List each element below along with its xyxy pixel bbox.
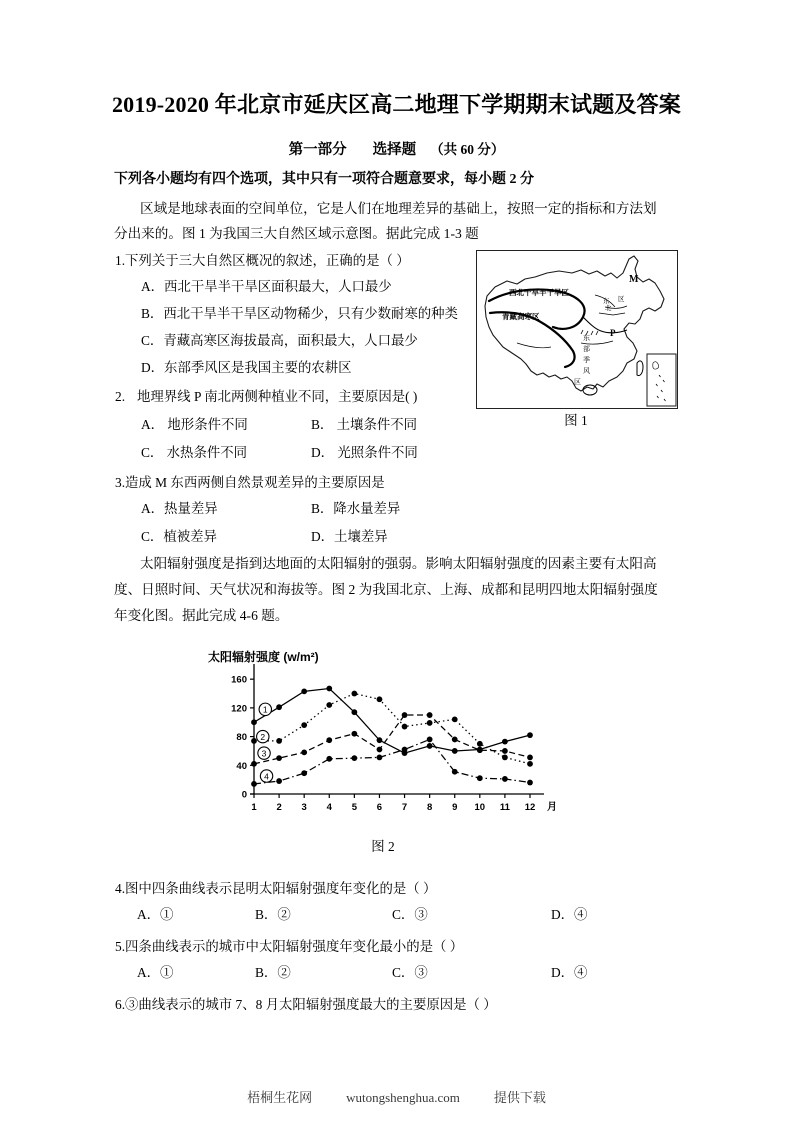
question-3-text: 造成 M 东西两侧自然景观差异的主要原因是 bbox=[125, 475, 385, 490]
chart-xtick-11: 11 bbox=[499, 802, 510, 813]
chart-series-label-1 bbox=[259, 703, 271, 715]
chart-xtick-3: 3 bbox=[301, 802, 307, 813]
chart-point-s3-m1 bbox=[251, 761, 257, 767]
figure-1-caption: 图 1 bbox=[564, 413, 588, 428]
map-label-northwest: 西北干旱半干旱区 bbox=[509, 288, 569, 297]
map-marker-p: P bbox=[610, 328, 616, 338]
chart-point-s2-m12 bbox=[527, 761, 533, 767]
chart-xtick-2: 2 bbox=[276, 802, 282, 813]
chart-point-s3-m12 bbox=[527, 755, 533, 761]
chart-point-s2-m9 bbox=[452, 716, 458, 722]
chart-xtick-6: 6 bbox=[376, 802, 383, 813]
chart-series-line-1 bbox=[254, 689, 530, 754]
svg-text:4: 4 bbox=[264, 771, 269, 782]
chart-xtick-10: 10 bbox=[474, 802, 486, 813]
chart-point-s3-m11 bbox=[502, 748, 508, 754]
chart-point-s1-m6 bbox=[377, 737, 383, 743]
passage-1-line-2: 分出来的。图 1 为我国三大自然区域示意图。据此完成 1-3 题 bbox=[114, 226, 479, 241]
svg-text:3: 3 bbox=[261, 748, 267, 759]
chart-point-s1-m3 bbox=[301, 688, 307, 694]
question-4-option-c[interactable]: C．③ bbox=[392, 907, 428, 922]
question-3-number: 3. bbox=[115, 475, 126, 490]
chart-point-s4-m9 bbox=[452, 769, 458, 775]
passage-2-line-1 bbox=[114, 551, 682, 576]
chart-point-s3-m10 bbox=[477, 747, 483, 753]
chart-series-label-3 bbox=[258, 747, 270, 759]
page-title: 2019-2020 年北京市延庆区高二地理下学期期末试题及答案 bbox=[111, 92, 682, 117]
chart-point-s1-m11 bbox=[502, 739, 508, 745]
chart-point-s3-m2 bbox=[276, 755, 282, 761]
question-4-option-b[interactable]: B．② bbox=[255, 907, 291, 922]
map-label-east-monsoon-3: 季 bbox=[583, 357, 590, 364]
question-4-stem bbox=[115, 876, 436, 901]
chart-point-s1-m4 bbox=[326, 686, 332, 692]
question-2-option-a[interactable]: A． 地形条件不同 bbox=[141, 417, 248, 432]
question-4-text: 图中四条曲线表示昆明太阳辐射强度年变化的是（ ） bbox=[125, 881, 437, 896]
chart-title-text: 太阳辐射强度 (w/m²) bbox=[208, 650, 319, 664]
chart-point-s3-m4 bbox=[326, 737, 332, 743]
chart-point-s4-m12 bbox=[527, 780, 533, 786]
question-5-option-c[interactable]: C．③ bbox=[392, 965, 428, 980]
question-5-stem bbox=[115, 934, 463, 959]
map-label-east-monsoon-4: 风 bbox=[583, 368, 590, 375]
chart-point-s1-m2 bbox=[276, 704, 282, 710]
chart-ytick-120: 120 bbox=[231, 703, 247, 715]
question-3-option-b[interactable]: B．降水量差异 bbox=[311, 501, 401, 516]
figure-1-china-regions-map bbox=[476, 250, 678, 409]
chart-ytick-160: 160 bbox=[231, 674, 247, 686]
question-1-option-b[interactable]: B．西北干旱半干旱区动物稀少，只有少数耐寒的种类 bbox=[141, 306, 458, 321]
chart-point-s3-m5 bbox=[351, 731, 357, 737]
chart-series-label-2 bbox=[257, 730, 269, 742]
chart-title bbox=[208, 648, 319, 665]
map-label-inner-3: 区 bbox=[618, 296, 625, 303]
chart-point-s4-m7 bbox=[402, 747, 408, 753]
chart-point-s2-m1 bbox=[251, 738, 257, 744]
chart-point-s2-m11 bbox=[502, 755, 508, 761]
chart-point-s4-m3 bbox=[301, 770, 307, 776]
chart-xtick-8: 8 bbox=[426, 802, 433, 813]
question-6-number: 6. bbox=[115, 997, 126, 1012]
map-label-qinghai-tibet: 青藏高寒区 bbox=[502, 312, 540, 321]
question-2-number: 2. bbox=[115, 389, 126, 404]
question-4-number: 4. bbox=[115, 881, 126, 896]
question-6-text: ③曲线表示的城市 7、8 月太阳辐射强度最大的主要原因是（ ） bbox=[125, 997, 497, 1012]
chart-xtick-4: 4 bbox=[326, 802, 332, 813]
question-2-text: 地理界线 P 南北两侧种植业不同，主要原因是( ) bbox=[137, 389, 418, 404]
question-5-option-a[interactable]: A．① bbox=[137, 965, 174, 980]
figure-2-caption: 图 2 bbox=[371, 839, 395, 854]
passage-1-text-1: 区域是地球表面的空间单位，它是人们在地理差异的基础上，按照一定的指标和方法划 bbox=[140, 201, 657, 216]
question-1-stem bbox=[115, 248, 410, 273]
chart-point-s4-m8 bbox=[427, 737, 433, 743]
question-5-option-b[interactable]: B．② bbox=[255, 965, 291, 980]
chart-point-s3-m3 bbox=[301, 749, 307, 755]
chart-point-s4-m11 bbox=[502, 776, 508, 782]
chart-point-s3-m8 bbox=[427, 712, 433, 718]
part-label: 第一部分 bbox=[288, 142, 347, 158]
chart-canvas bbox=[208, 648, 558, 833]
question-1-option-a[interactable]: A．西北干旱半干旱区面积最大，人口最少 bbox=[141, 279, 392, 294]
chart-point-s3-m6 bbox=[377, 747, 383, 753]
chart-ytick-80: 80 bbox=[236, 732, 247, 744]
map-label-inner-2: 北 bbox=[605, 305, 612, 312]
chart-xtick-7: 7 bbox=[401, 802, 408, 813]
instruction-line: 下列各小题均有四个选项，其中只有一项符合题意要求，每小题 2 分 bbox=[114, 172, 534, 187]
chart-xtick-9: 9 bbox=[452, 802, 458, 813]
part-points: （共 60 分） bbox=[430, 142, 505, 157]
question-4-option-a[interactable]: A．① bbox=[137, 907, 174, 922]
chart-point-s4-m4 bbox=[326, 756, 332, 762]
map-label-east-monsoon-5: 区 bbox=[574, 379, 581, 386]
chart-point-s4-m1 bbox=[251, 781, 257, 787]
chart-point-s1-m9 bbox=[452, 748, 458, 754]
footer bbox=[0, 1087, 793, 1106]
chart-point-s1-m12 bbox=[527, 732, 533, 738]
chart-point-s2-m5 bbox=[351, 691, 357, 697]
chart-point-s2-m10 bbox=[477, 741, 483, 747]
passage-2-text-1: 太阳辐射强度是指到达地面的太阳辐射的强弱。影响太阳辐射强度的因素主要有太阳高 bbox=[140, 556, 657, 571]
chart-xtick-5: 5 bbox=[351, 802, 358, 813]
passage-2-line-2: 度、日照时间、天气状况和海拔等。图 2 为我国北京、上海、成都和昆明四地太阳辐射强度 bbox=[114, 582, 658, 597]
chart-point-s2-m3 bbox=[301, 722, 307, 728]
question-3-stem bbox=[115, 470, 385, 495]
question-3-option-c[interactable]: C．植被差异 bbox=[141, 529, 217, 544]
chart-point-s3-m7 bbox=[402, 712, 408, 718]
chart-point-s2-m8 bbox=[427, 720, 433, 726]
part-type: 选择题 bbox=[372, 142, 417, 158]
question-5-text: 四条曲线表示的城市中太阳辐射强度年变化最小的是（ ） bbox=[125, 939, 464, 954]
chart-ytick-40: 40 bbox=[236, 760, 247, 772]
chart-point-s4-m10 bbox=[477, 775, 483, 781]
chart-point-s1-m1 bbox=[251, 719, 257, 725]
chart-point-s4-m5 bbox=[351, 755, 357, 761]
map-marker-m: M bbox=[629, 274, 639, 285]
question-3-option-d[interactable]: D．土壤差异 bbox=[311, 529, 388, 544]
question-5-option-d[interactable]: D．④ bbox=[551, 965, 588, 980]
chart-point-s4-m6 bbox=[377, 755, 383, 761]
chart-ytick-0: 0 bbox=[241, 789, 247, 801]
chart-series-line-3 bbox=[254, 715, 530, 764]
question-3-option-a[interactable]: A．热量差异 bbox=[141, 501, 218, 516]
question-2-option-c[interactable]: C． 水热条件不同 bbox=[141, 445, 248, 460]
chart-series-line-2 bbox=[254, 694, 530, 764]
question-2-option-d[interactable]: D． 光照条件不同 bbox=[311, 445, 418, 460]
footer-note: 提供下载 bbox=[493, 1090, 546, 1105]
question-1-option-d[interactable]: D．东部季风区是我国主要的农耕区 bbox=[141, 360, 352, 375]
question-1-text: 下列关于三大自然区概况的叙述，正确的是（ ） bbox=[125, 253, 410, 268]
footer-site-name: 梧桐生花网 bbox=[247, 1090, 313, 1105]
map-label-east-monsoon-1: 东 bbox=[583, 335, 590, 342]
chart-point-s2-m2 bbox=[276, 738, 282, 744]
question-1-number: 1. bbox=[115, 253, 126, 268]
chart-xtick-12: 12 bbox=[524, 802, 536, 813]
passage-2-line-3: 年变化图。据此完成 4-6 题。 bbox=[114, 608, 289, 623]
chart-point-s2-m4 bbox=[326, 702, 332, 708]
footer-site-url: wutongshenghua.com bbox=[346, 1090, 460, 1105]
map-label-east-monsoon-2: 部 bbox=[583, 346, 590, 353]
part-heading bbox=[0, 138, 793, 159]
chart-series-label-4 bbox=[260, 770, 272, 782]
question-6-stem bbox=[115, 992, 497, 1017]
chart-point-s1-m5 bbox=[351, 709, 357, 715]
svg-text:1: 1 bbox=[262, 704, 268, 715]
svg-text:2: 2 bbox=[260, 731, 266, 742]
chart-point-s1-m8 bbox=[427, 743, 433, 749]
map-label-inner-1: 东 bbox=[603, 298, 610, 305]
figure-2-solar-radiation-chart bbox=[208, 648, 558, 833]
chart-point-s2-m6 bbox=[377, 696, 383, 702]
question-2-option-b[interactable]: B． 土壤条件不同 bbox=[311, 417, 418, 432]
chart-point-s3-m9 bbox=[452, 737, 458, 743]
question-1-option-c[interactable]: C．青藏高寒区海拔最高，面积最大，人口最少 bbox=[141, 333, 418, 348]
question-2-stem bbox=[115, 384, 417, 409]
chart-xlabel: 月 bbox=[547, 802, 557, 813]
question-5-number: 5. bbox=[115, 939, 126, 954]
passage-1-line-1 bbox=[114, 196, 679, 221]
question-4-option-d[interactable]: D．④ bbox=[551, 907, 588, 922]
chart-point-s4-m2 bbox=[276, 778, 282, 784]
chart-xtick-1: 1 bbox=[251, 802, 257, 813]
chart-point-s2-m7 bbox=[402, 724, 408, 730]
